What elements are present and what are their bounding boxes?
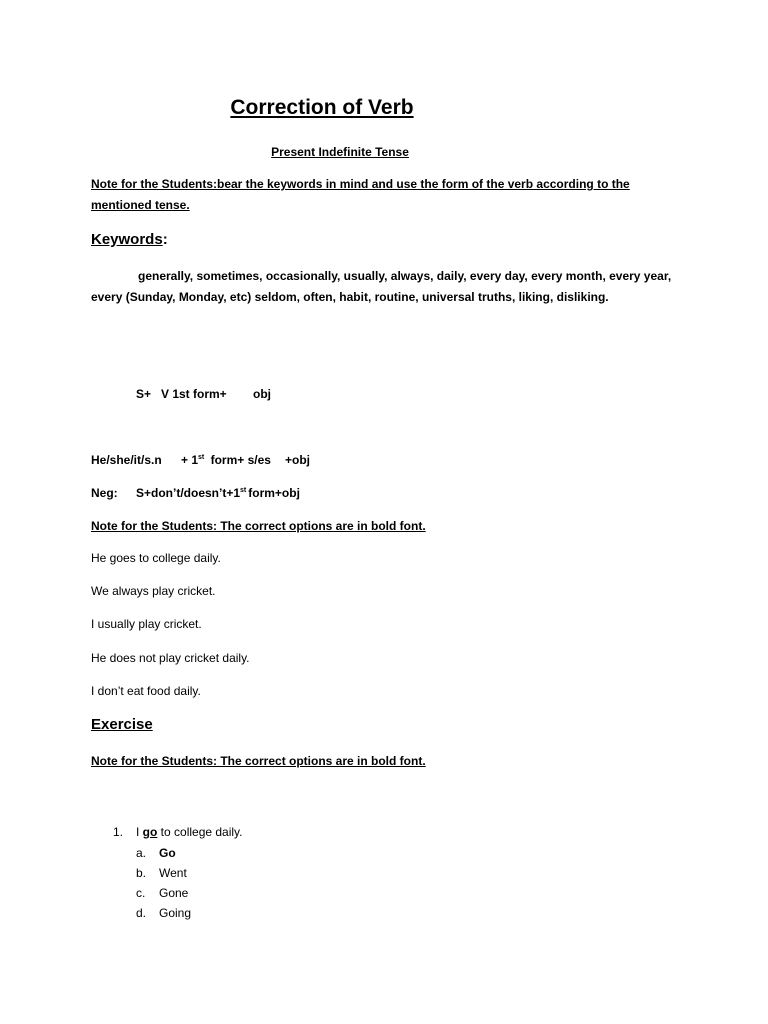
question-text [136,825,243,839]
formula-he-plus1: + 1 [181,453,199,467]
option-text-correct: Go [159,846,176,860]
formula-neg-label: Neg: [91,486,118,500]
formula-obj: obj [253,387,271,401]
formula-he-subject: He/she/it/s.n [91,453,162,467]
keywords-paragraph [91,266,691,308]
option-letter: c. [136,886,146,900]
formula-neg-sup: st [240,487,247,494]
exercise-heading: Exercise [91,716,153,733]
example-sentence: I don’t eat food daily. [91,684,201,698]
note-students-line-1: Note for the Students:bear the keywords in mind and use the form of the verb according to the [91,177,630,191]
formula-he-rest: form+ s/es [210,453,271,467]
question-number: 1. [113,825,124,839]
keywords-heading-colon: : [162,231,168,248]
keywords-heading [91,231,168,248]
question-after: to college daily. [157,825,243,839]
example-sentence: I usually play cricket. [91,617,202,631]
note-students-line-2: mentioned tense. [91,198,190,212]
formula-he-sup: st [198,454,205,461]
formula-he-verb [181,453,271,467]
question-before: I [136,825,143,839]
formula-neg-rest: form+obj [248,486,300,500]
question-verb: go [142,825,158,839]
option-letter: b. [136,866,147,880]
page-subtitle: Present Indefinite Tense [271,145,409,159]
page-title: Correction of Verb [230,96,414,119]
option-text: Gone [159,886,189,900]
formula-verb: V 1st form+ [161,387,227,401]
option-text: Going [159,906,192,920]
keywords-heading-text: Keywords [91,231,163,248]
formula-neg-text: S+don’t/doesn’t+1 [136,486,241,500]
example-sentence: He does not play cricket daily. [91,651,250,665]
example-sentence: We always play cricket. [91,584,216,598]
formula-neg [136,486,300,500]
formula-s: S+ [136,387,152,401]
option-letter: a. [136,846,147,860]
note-correct-options: Note for the Students: The correct options are in bold font. [91,519,426,533]
note-correct-options-exercise: Note for the Students: The correct options are in bold font. [91,754,426,768]
option-text: Went [159,866,187,880]
option-letter: d. [136,906,147,920]
formula-he-obj: +obj [285,453,311,467]
keywords-text: generally, sometimes, occasionally, usually, always, daily, every day, every month, every year, every (Sunday, Monday, etc) seldom, often, habit, routine, universal truths, liking, disliking. [91,269,672,304]
example-sentence: He goes to college daily. [91,551,221,565]
